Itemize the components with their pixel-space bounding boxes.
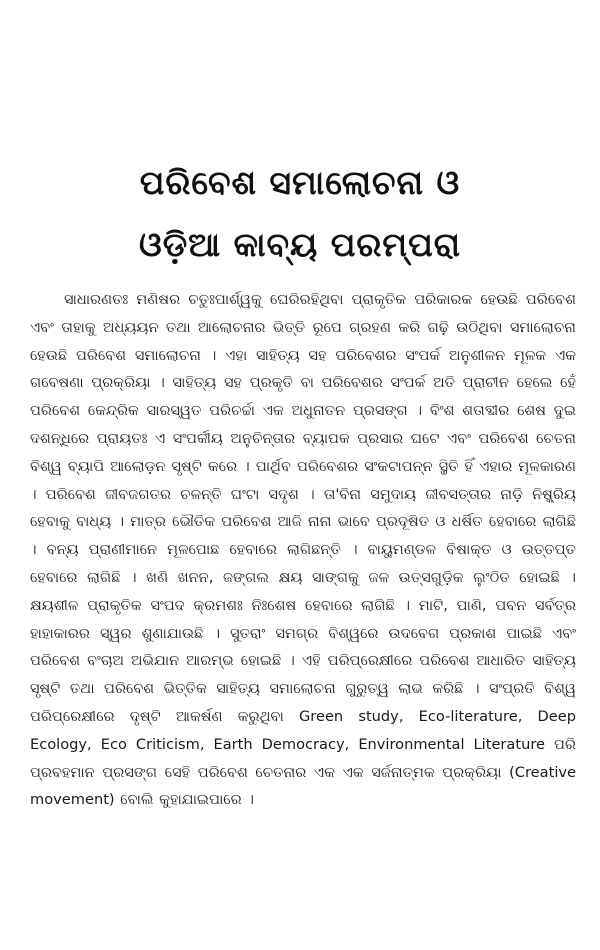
chapter-title-line-2: ଓଡ଼ିଆ କାବ୍ୟ ପରମ୍ପରା (138, 225, 462, 264)
body-text (30, 286, 576, 814)
chapter-title (0, 152, 600, 276)
body-paragraph: ସାଧାରଣତଃ ମଣିଷର ଚତୁଃପାର୍ଶ୍ୱକୁ ଘେରିରହିଥିବା ପ୍ରାକୃତିକ ପରିକାରକ ହେଉଛି ପରିବେଶ ଏବଂ ତାହାକୁ ଅଧ୍ୟୟନ ତଥା ଆଲୋଚନାର ଭିତ୍ତି ରୂପେ ଗ୍ରହଣ କରି ଗଢ଼ି ଉଠିଥିବା ସମାଲୋଚନା ହେଉଛି ପରିବେଶ ସମାଲୋଚନା । ଏହା ସାହିତ୍ୟ ସହ ପରିବେଶର ସଂପର୍କ ଅନୁଶୀଳନ ମୂଳକ ଏକ ଗବେଷଣା ପ୍ରକ୍ରିୟା । ସାହିତ୍ୟ ସହ ପ୍ରକୃତି ବା ପରିବେଶର ସଂପର୍କ ଅତି ପ୍ରାଚୀନ ହେଲେ ହେଁ ପରିବେଶ କେନ୍ଦ୍ରିକ ସାରସ୍ୱତ ପରିଚର୍ଚ୍ଚା ଏକ ଅଧୁନାତନ ପ୍ରସଙ୍ଗ । ବିଂଶ ଶତାବ୍ଦୀର ଶେଷ ଦୁଇ ଦଶନ୍ଧିରେ ପ୍ରାୟତଃ ଏ ସଂପର୍କୀୟ ଅନୁଚିନ୍ତାର ବ୍ୟାପକ ପ୍ରସାର ଘଟେ ଏବଂ ପରିବେଶ ଚେତନା ବିଶ୍ୱ ବ୍ୟାପି ଆଲୋଡ଼ନ ସୃଷ୍ଟି କରେ । ପାର୍ଥିବ ପରିବେଶର ସଂକଟାପନ୍ନ ସ୍ଥିତି ହିଁ ଏହାର ମୂଳକାରଣ । ପରିବେଶ ଜୀବଜଗତର ଚଳନ୍ତି ଘଂଟା ସଦୃଶ । ତା'ବିନା ସମୁଦାୟ ଜୀବସତ୍ତାର ନାଡ଼ି ନିଷ୍କ୍ରିୟ ହେବାକୁ ବାଧ୍ୟ । ମାତ୍ର ଭୌତିକ ପରିବେଶ ଆଜି ନାନା ଭାବେ ପ୍ରଦୂଷିତ ଓ ଧର୍ଷିତ ହେବାରେ ଲାଗିଛି । ବନ୍ୟ ପ୍ରାଣୀମାନେ ମୂଳପୋଛ ହେବାରେ ଲାଗିଛନ୍ତି । ବାୟୁମଣ୍ଡଳ ବିଷାକ୍ତ ଓ ଉତ୍ତପ୍ତ ହେବାରେ ଲାଗିଛି । ଖଣି ଖନନ, ଜଙ୍ଗଲ କ୍ଷୟ ସାଙ୍ଗକୁ ଜଳ ଉତ୍ସଗୁଡ଼ିକ ଲୁଂଠିତ ହୋଇଛି । କ୍ଷୟଶୀଳ ପ୍ରାକୃତିକ ସଂପଦ କ୍ରମଶଃ ନିଃଶେଷ ହେବାରେ ଲାଗିଛି । ମାଟି, ପାଣି, ପବନ ସର୍ବତ୍ର ହାହାକାରର ସ୍ୱର ଶୁଣାଯାଉଛି । ସୁତରାଂ ସମଗ୍ର ବିଶ୍ୱରେ ଉଦବେଗ ପ୍ରକାଶ ପାଇଛି ଏବଂ ପରିବେଶ ବଂଚାଅ ଅଭିଯାନ ଆରମ୍ଭ ହୋଇଛି । ଏହି ପରିପ୍ରେକ୍ଷୀରେ ପରିବେଶ ଆଧାରିତ ସାହିତ୍ୟ ସୃଷ୍ଟି ତଥା ପରିବେଶ ଭିତ୍ତିକ ସାହିତ୍ୟ ସମାଲୋଚନା ଗୁରୁତ୍ୱ ଲାଭ କରିଛି । ସଂପ୍ରତି ବିଶ୍ୱ ପରିପ୍ରେକ୍ଷୀରେ ଦୃଷ୍ଟି ଆକର୍ଷଣ କରୁଥିବା Green study, Eco-literature, Deep Ecology, Eco Criticism, Earth Democracy, Environmental Literature ପରି ପ୍ରବହମାନ ପ୍ରସଙ୍ଗ ସେହି ପରିବେଶ ଚେତନାର ଏକ ଏକ ସର୍ଜନାତ୍ମକ ପ୍ରକ୍ରିୟା (Creative movement) ବୋଲି କୁହାଯାଇପାରେ । (30, 291, 576, 809)
chapter-title-line-1: ପରିବେଶ ସମାଲୋଚନା ଓ (139, 163, 461, 202)
